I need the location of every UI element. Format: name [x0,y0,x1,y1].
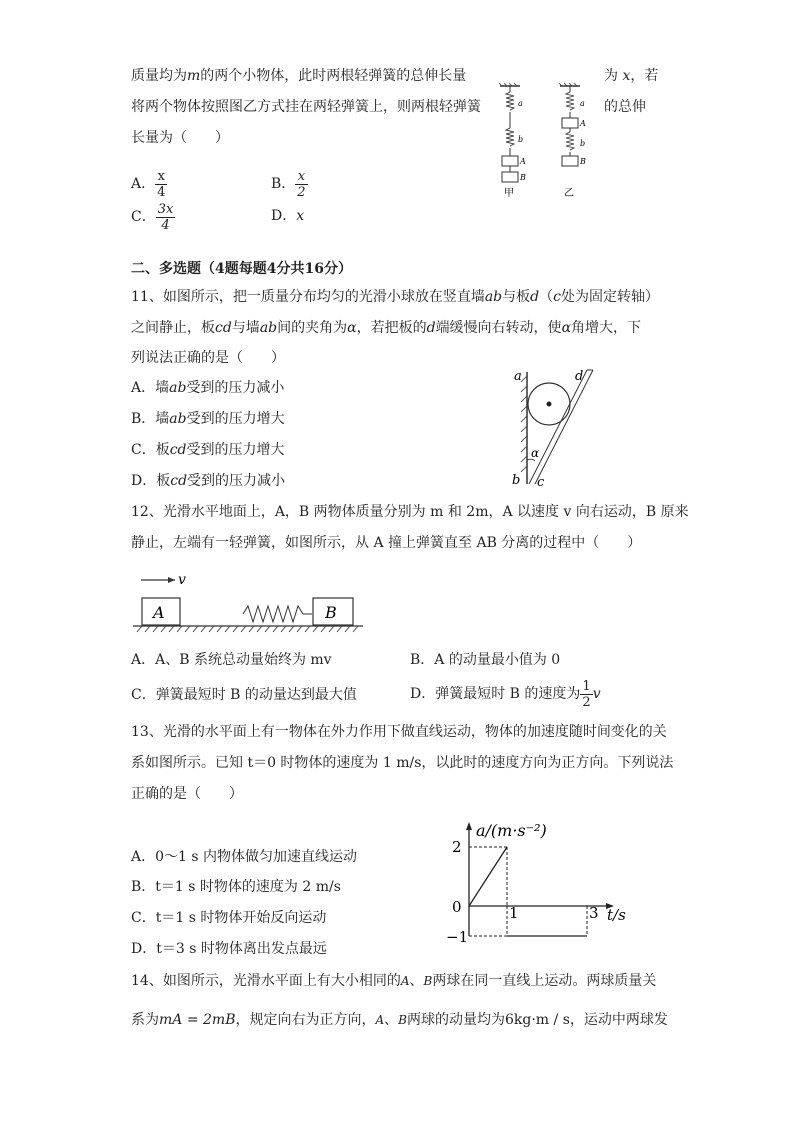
x-axis-label: t/s [607,906,626,924]
tick-1: 1 [509,904,519,922]
spring-figure-jia [499,83,526,199]
q10-option-d: D．x [271,208,305,224]
label-yi: 乙 [564,188,574,199]
label-c: c [537,475,545,490]
collision-figure [131,570,366,634]
label-b: b [580,139,586,148]
q10-option-b: B． $\frac{x}{2}$ [271,168,306,200]
fraction: $\frac{x}{2}$ [297,168,306,200]
label-alpha: α [531,446,540,460]
segment-rise [469,847,507,906]
tick-0: 0 [452,898,462,916]
tick-2: 2 [452,838,462,856]
q13-line2: 系如图所示。已知 t＝0 时物体的速度为 1 m/s，以此时的速度方向为正方向。下列说法 [131,755,674,771]
q11-line3: 列说法正确的是（ ） [131,350,285,366]
q10-line1-tail: 为 x，若 [604,68,659,84]
q11-option-b: B．墙ab受到的压力增大 [131,411,285,427]
acceleration-time-graph [440,818,640,948]
q13-line1: 13、光滑的水平面上有一物体在外力作用下做直线运动，物体的加速度随时间变化的关 [131,724,667,740]
label-d: d [575,369,584,384]
q10-line2-tail: 的总伸 [604,99,646,115]
label-A: A [580,119,586,128]
q11-option-c: C．板cd受到的压力增大 [131,442,285,458]
label-A: A [520,157,526,166]
fraction: $\frac{3x}{4}$ [157,201,174,233]
q11-option-a: A．墙ab受到的压力减小 [131,380,285,396]
label-a: a [514,369,522,384]
q11-option-d: D．板cd受到的压力减小 [131,473,286,489]
label-B: B [520,173,526,182]
q10-option-a: A． $\frac{x}{4}$ [131,168,166,200]
q12-option-d: D．弹簧最短时 B 的速度为 $\frac{1}{2}$ v [410,678,601,710]
q11-line2: 之间静止，板cd与墙ab间的夹角为α，若把板的d端缓慢向右转动，使α角增大，下 [131,320,642,336]
q10-line3: 长量为（ ） [131,130,229,146]
label-a: a [580,99,585,108]
q13-option-b: B．t＝1 s 时物体的速度为 2 m/s [131,879,341,895]
label-b: b [518,135,524,144]
label-v: v [178,572,186,588]
tick-minus-1: −1 [446,928,469,946]
q12-option-c: C．弹簧最短时 B 的动量达到最大值 [131,687,357,703]
label-B: B [580,157,586,166]
q10-line2: 将两个物体按照图乙方式挂在两轻弹簧上，则两根轻弹簧 [131,99,481,115]
q12-line2: 静止，左端有一轻弹簧，如图所示，从 A 撞上弹簧直至 AB 分离的过程中（ ） [131,535,642,551]
label-b: b [512,473,521,488]
q14-line1: 14、如图所示，光滑水平面上有大小相同的A、B两球在同一直线上运动。两球质量关 [131,973,657,989]
ball-board-figure [505,366,615,490]
spring [243,606,312,622]
tick-3: 3 [589,904,599,922]
y-axis-label: a/(m·s⁻²) [476,821,547,840]
q13-option-a: A．0～1 s 内物体做匀加速直线运动 [131,849,358,865]
q13-line3: 正确的是（ ） [131,786,243,802]
q12-option-a: A．A、B 系统总动量始终为 mv [131,652,332,668]
q14-line2: 系为mA = 2mB，规定向右为正方向，A、B两球的动量均为6kg·m / s，运动中两球发 [131,1012,668,1028]
q10-option-c: C． $\frac{3x}{4}$ [131,201,174,233]
spring-figure-yi [559,83,586,199]
section-heading: 二、多选题（4题每题4分共16分） [131,261,352,277]
label-a: a [518,99,523,108]
q13-option-c: C．t＝1 s 时物体开始反向运动 [131,910,327,926]
label-A: A [153,603,165,622]
q12-option-b: B．A 的动量最小值为 0 [410,652,561,668]
label-B: B [325,603,337,622]
q12-line1: 12、光滑水平地面上，A，B 两物体质量分别为 m 和 2m，A 以速度 v 向右运动，B 原来 [131,504,689,520]
spring-figure [490,84,600,200]
q11-line1: 11、如图所示，把一质量分布均匀的光滑小球放在竖直墙ab与板d（c处为固定转轴） [131,289,659,305]
fraction: $\frac{x}{4}$ [157,168,166,200]
label-jia: 甲 [504,188,514,199]
q13-option-d: D．t＝3 s 时物体离出发点最远 [131,941,327,957]
q10-line1: 质量均为m的两个小物体，此时两根轻弹簧的总伸长量 [131,68,467,84]
fraction: $\frac{1}{2}$ [582,678,591,710]
